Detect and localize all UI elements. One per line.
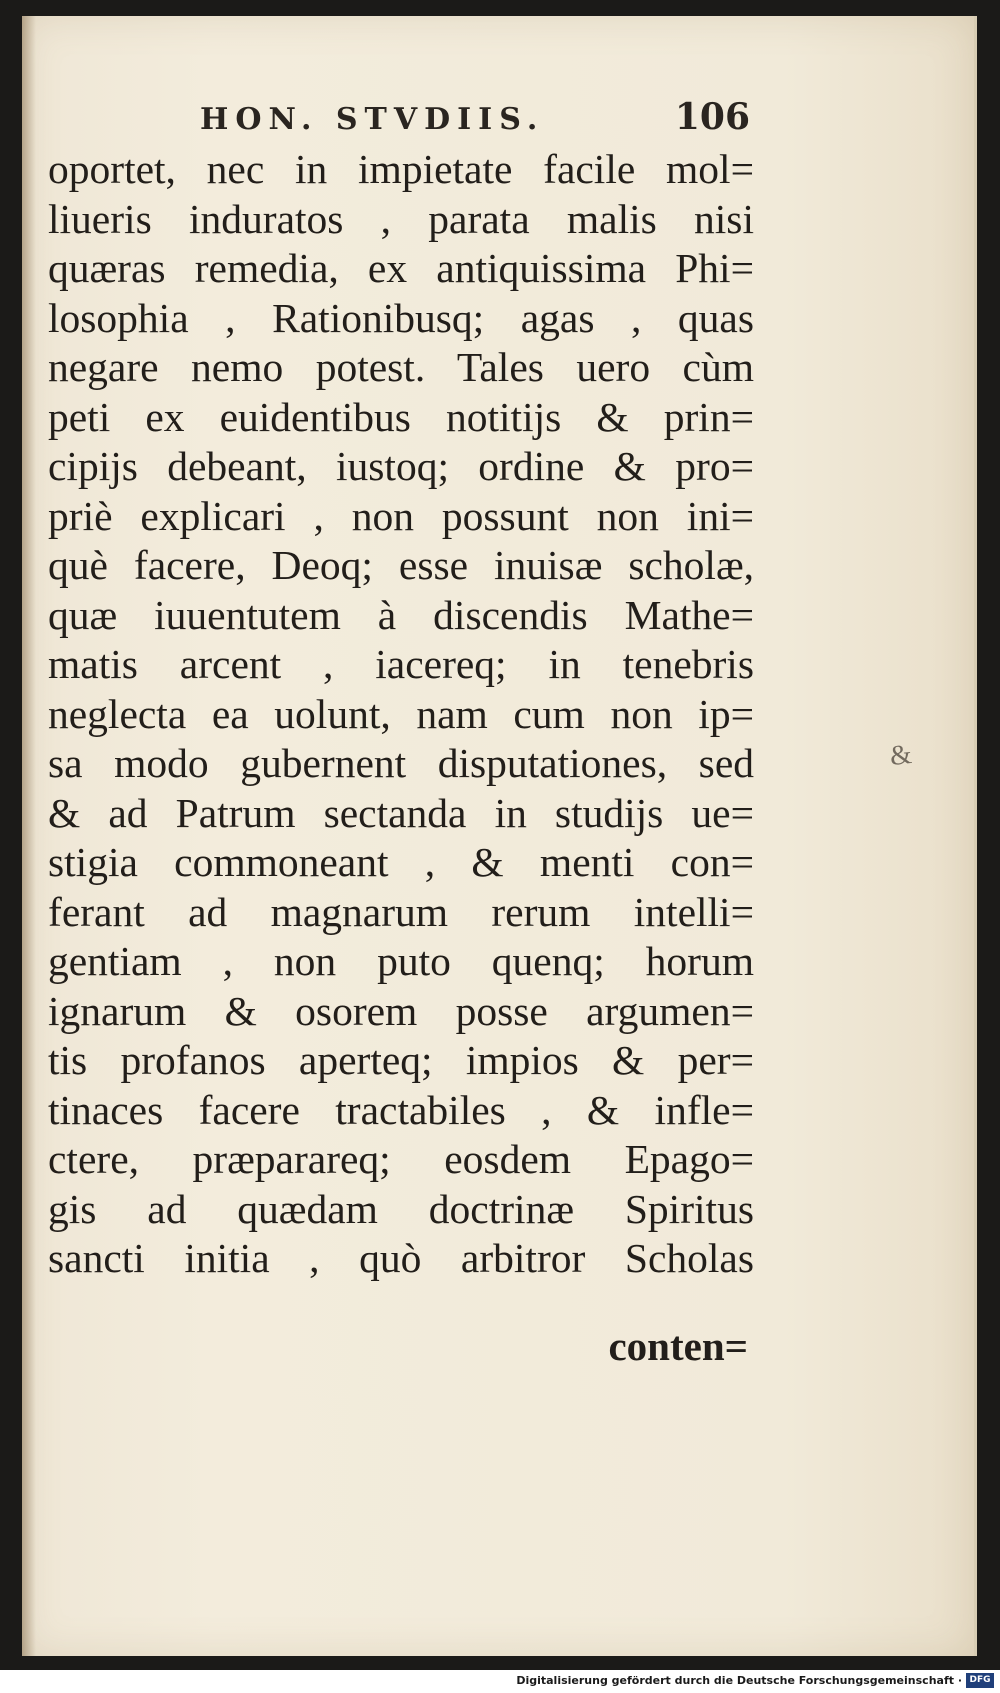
text-line: quæ iuuentutem à discendis Mathe=	[48, 591, 754, 638]
text-line: ignarum & osorem posse argumen=	[48, 987, 754, 1034]
text-line: stigia commoneant , & menti con=	[48, 839, 754, 885]
body-text	[48, 145, 754, 1284]
text-line: priè explicari , non possunt non ini=	[48, 492, 754, 539]
text-line: tinaces facere tractabiles , & infle=	[48, 1086, 754, 1133]
text-line: cipijs debeant, iustoq; ordine & pro=	[48, 443, 754, 489]
text-line: sa modo gubernent disputationes, sed	[48, 740, 754, 786]
text-line: ctere, præparareq; eosdem Epago=	[48, 1136, 754, 1182]
running-head: HON. STVDIIS.	[200, 102, 545, 137]
text-line: tis profanos aperteq; impios & per=	[48, 1037, 754, 1083]
text-line: què facere, Deoq; esse inuisæ scholæ,	[48, 542, 754, 588]
text-line: liueris induratos , parata malis nisi	[48, 195, 754, 242]
page-header	[200, 96, 760, 146]
page-gutter-shadow	[22, 16, 36, 1656]
margin-annotation: &	[888, 738, 914, 773]
page-number: 106	[674, 96, 750, 138]
catchword: conten=	[608, 1323, 748, 1369]
text-line: oportet, nec in impietate facile mol=	[48, 146, 754, 192]
text-line: matis arcent , iacereq; in tenebris	[48, 641, 754, 687]
text-line: gis ad quædam doctrinæ Spiritus	[48, 1185, 754, 1232]
text-line: negare nemo potest. Tales uero cùm	[48, 344, 754, 390]
dfg-logo-icon: DFG	[966, 1673, 994, 1688]
text-line: losophia , Rationibusq; agas , quas	[48, 294, 754, 341]
text-line: ferant ad magnarum rerum intelli=	[48, 888, 754, 935]
text-line: sancti initia , quò arbitror Scholas	[48, 1235, 754, 1281]
footer-credit: Digitalisierung gefördert durch die Deutsche Forschungsgemeinschaft ·	[516, 1674, 962, 1687]
text-line: & ad Patrum sectanda in studijs ue=	[48, 789, 754, 836]
text-line: gentiam , non puto quenq; horum	[48, 938, 754, 984]
text-line: quæras remedia, ex antiquissima Phi=	[48, 245, 754, 291]
digitization-footer	[0, 1670, 1000, 1693]
text-line: peti ex euidentibus notitijs & prin=	[48, 393, 754, 440]
text-line: neglecta ea uolunt, nam cum non ip=	[48, 690, 754, 737]
